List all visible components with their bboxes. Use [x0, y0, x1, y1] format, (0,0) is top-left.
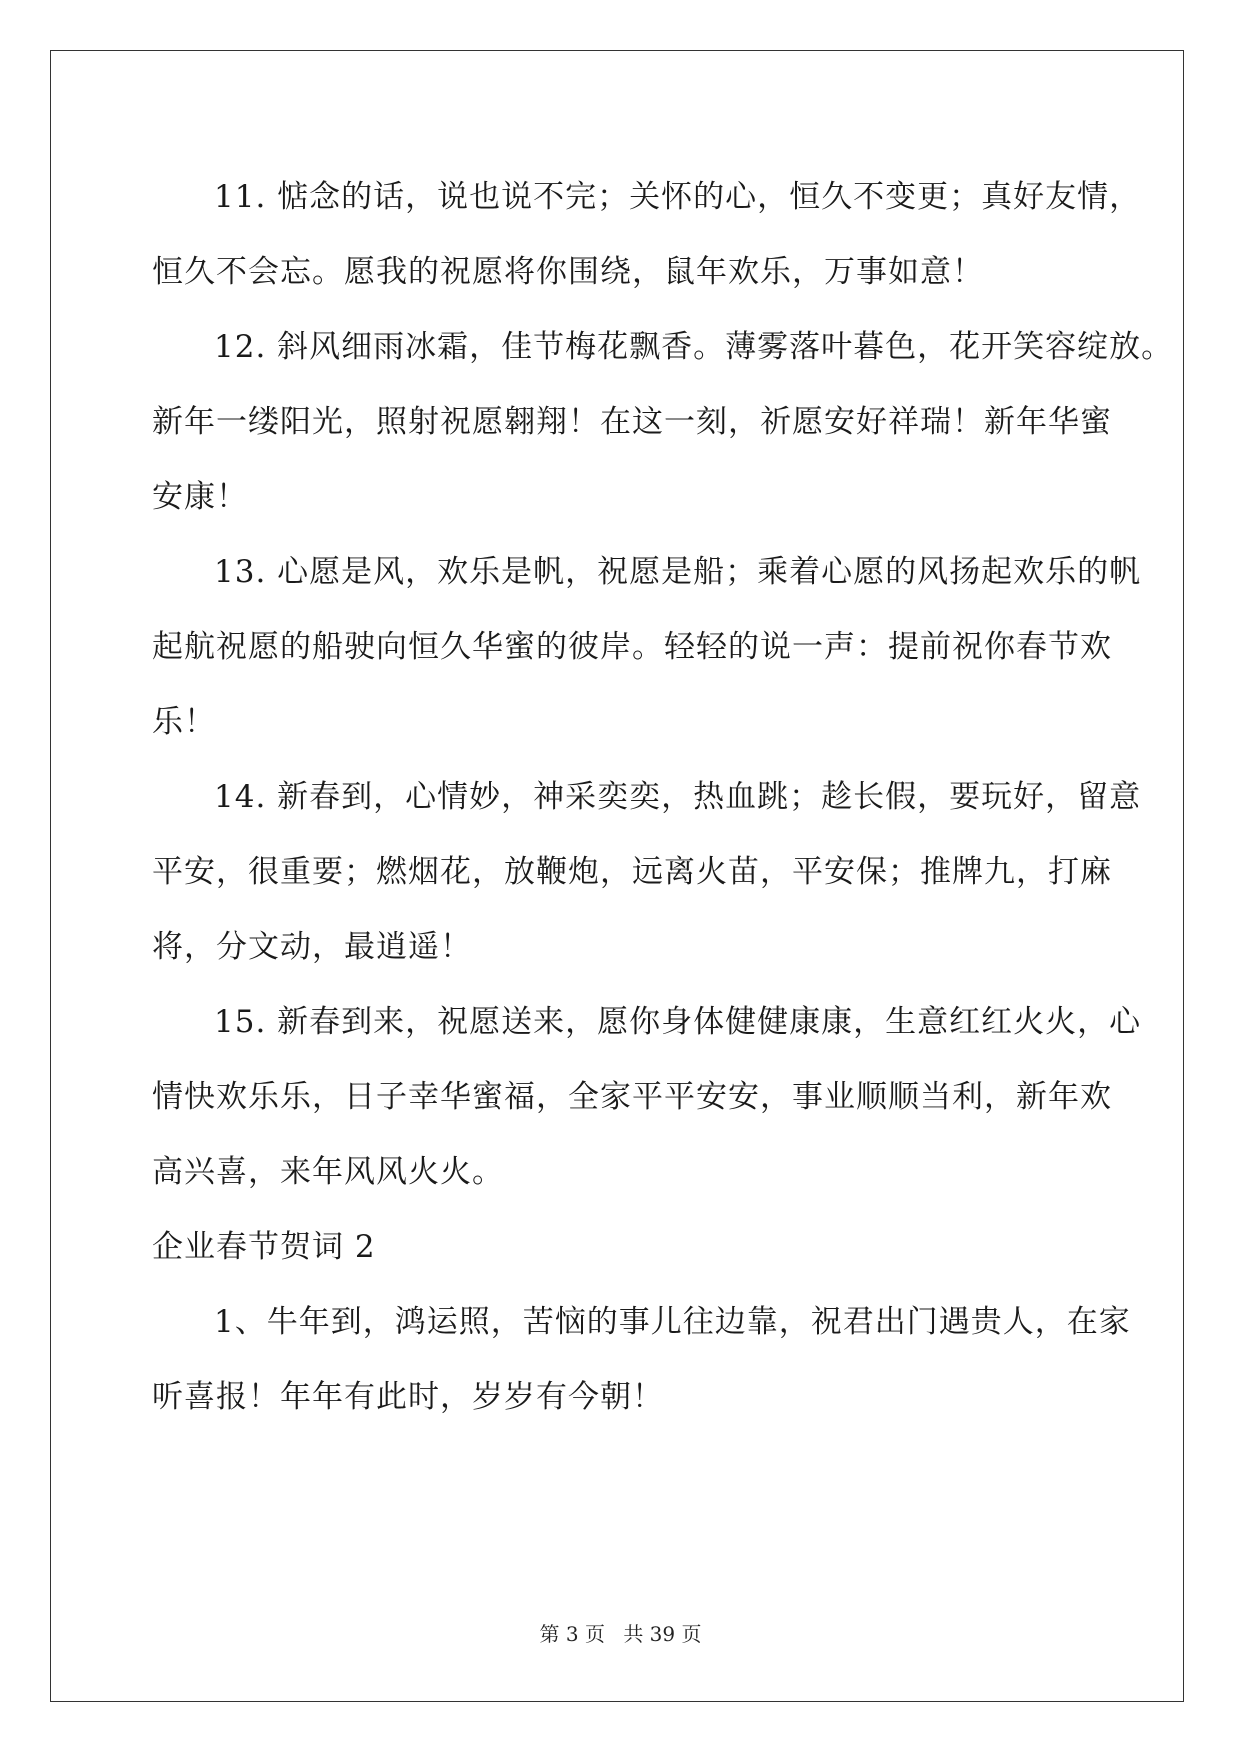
paragraph-line: 听喜报！年年有此时，岁岁有今朝！ [152, 1379, 664, 1415]
paragraph-line: 高兴喜，来年风风火火。 [152, 1154, 504, 1190]
paragraph-line: 14. 新春到，心情妙，神采奕奕，热血跳；趁长假，要玩好，留意 [214, 779, 1142, 815]
paragraph-line: 情快欢乐乐，日子幸华蜜福，全家平平安安，事业顺顺当利，新年欢 [152, 1079, 1112, 1115]
paragraph-line: 安康！ [152, 479, 248, 515]
paragraph-line: 12. 斜风细雨冰霜，佳节梅花飘香。薄雾落叶暮色，花开笑容绽放。 [214, 329, 1174, 365]
paragraph-line: 11. 惦念的话，说也说不完；关怀的心，恒久不变更；真好友情， [214, 179, 1142, 215]
paragraph-line: 将，分文动，最逍遥！ [152, 929, 472, 965]
page-number: 第 3 页 [539, 1622, 605, 1646]
section-heading: 企业春节贺词 2 [152, 1229, 376, 1265]
paragraph-line: 恒久不会忘。愿我的祝愿将你围绕，鼠年欢乐，万事如意！ [152, 254, 984, 290]
page-footer [0, 1618, 1241, 1647]
paragraph-line: 1、牛年到，鸿运照，苦恼的事儿往边靠，祝君出门遇贵人，在家 [214, 1304, 1131, 1340]
paragraph-line: 13. 心愿是风，欢乐是帆，祝愿是船；乘着心愿的风扬起欢乐的帆 [214, 554, 1142, 590]
page-total: 共 39 页 [623, 1622, 702, 1646]
paragraph-line: 平安，很重要；燃烟花，放鞭炮，远离火苗，平安保；推牌九，打麻 [152, 854, 1112, 890]
paragraph-line: 15. 新春到来，祝愿送来，愿你身体健健康康，生意红红火火，心 [214, 1004, 1142, 1040]
paragraph-line: 新年一缕阳光，照射祝愿翱翔！在这一刻，祈愿安好祥瑞！新年华蜜 [152, 404, 1112, 440]
paragraph-line: 乐！ [152, 704, 216, 740]
document-body [152, 160, 1174, 1435]
paragraph-line: 起航祝愿的船驶向恒久华蜜的彼岸。轻轻的说一声：提前祝你春节欢 [152, 629, 1112, 665]
